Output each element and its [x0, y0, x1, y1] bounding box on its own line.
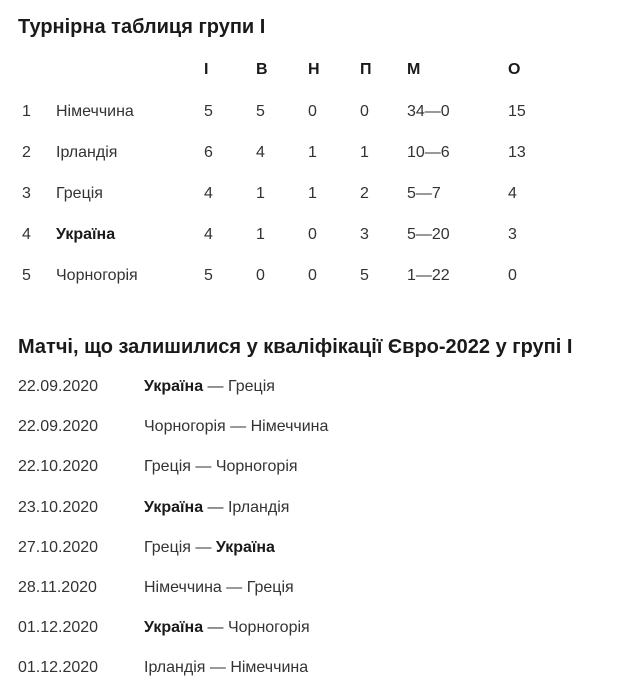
match-away-team: Ірландія — [227, 498, 290, 516]
match-date: 27.10.2020 — [18, 538, 99, 556]
match-separator: — — [205, 659, 231, 677]
row-losses: 0 — [360, 102, 369, 120]
match-date: 01.12.2020 — [18, 619, 99, 637]
match-teams — [144, 499, 289, 517]
row-played: 5 — [204, 102, 213, 120]
match-home-team: Ірландія — [144, 659, 206, 677]
row-losses: 5 — [360, 266, 369, 284]
match-teams — [144, 539, 275, 557]
standings-title: Турнірна таблиця групи I — [18, 16, 266, 38]
header-played: І — [204, 60, 209, 78]
match-away-team: Україна — [215, 538, 275, 556]
row-wins: 5 — [256, 102, 265, 120]
row-wins: 1 — [256, 184, 265, 202]
match-home-team: Чорногорія — [144, 418, 226, 436]
row-team: Греція — [56, 184, 103, 202]
row-points: 0 — [508, 266, 517, 284]
row-draws: 1 — [308, 143, 317, 161]
table-row — [0, 173, 568, 214]
row-played: 6 — [204, 143, 213, 161]
header-position — [0, 48, 56, 91]
row-team: Чорногорія — [56, 266, 138, 284]
row-team: Україна — [56, 225, 116, 243]
match-home-team: Україна — [144, 378, 204, 396]
row-played: 5 — [204, 266, 213, 284]
list-item — [0, 488, 328, 528]
match-separator: — — [190, 538, 216, 556]
match-teams — [144, 458, 298, 476]
match-home-team: Німеччина — [144, 579, 222, 597]
row-goals: 34—0 — [407, 102, 450, 120]
header-goals: М — [407, 60, 421, 78]
list-item — [0, 608, 328, 648]
match-away-team: Греція — [246, 579, 294, 597]
match-date: 22.09.2020 — [18, 418, 99, 436]
list-item — [0, 568, 328, 608]
header-draws: Н — [308, 60, 320, 78]
table-row — [0, 132, 568, 173]
match-teams — [144, 579, 294, 597]
row-points: 15 — [508, 102, 526, 120]
header-losses: П — [360, 60, 372, 78]
match-away-team: Чорногорія — [215, 458, 298, 476]
row-goals: 1—22 — [407, 266, 450, 284]
row-wins: 1 — [256, 225, 265, 243]
row-losses: 2 — [360, 184, 369, 202]
match-separator: — — [203, 619, 228, 637]
list-item — [0, 407, 328, 447]
row-position: 2 — [22, 143, 31, 161]
match-home-team: Україна — [144, 498, 204, 516]
match-away-team: Німеччина — [250, 418, 329, 436]
row-position: 5 — [22, 266, 31, 284]
row-position: 3 — [22, 184, 31, 202]
row-wins: 4 — [256, 143, 265, 161]
match-home-team: Греція — [144, 458, 191, 476]
match-away-team: Німеччина — [230, 659, 309, 677]
match-away-team: Греція — [227, 378, 275, 396]
list-item — [0, 528, 328, 568]
row-losses: 3 — [360, 225, 369, 243]
match-home-team: Україна — [144, 619, 204, 637]
row-draws: 0 — [308, 266, 317, 284]
match-date: 22.09.2020 — [18, 378, 99, 396]
match-teams — [144, 378, 275, 396]
header-points: О — [508, 60, 521, 78]
list-item — [0, 367, 328, 407]
row-team: Ірландія — [56, 143, 118, 161]
match-away-team: Чорногорія — [227, 619, 310, 637]
match-date: 23.10.2020 — [18, 498, 99, 516]
row-goals: 5—7 — [407, 184, 441, 202]
header-team — [56, 48, 204, 91]
header-wins: В — [256, 60, 268, 78]
match-teams — [144, 418, 328, 436]
match-date: 28.11.2020 — [18, 579, 97, 597]
standings-header-row — [0, 48, 568, 91]
row-draws: 1 — [308, 184, 317, 202]
row-team: Німеччина — [56, 102, 134, 120]
row-wins: 0 — [256, 266, 265, 284]
row-losses: 1 — [360, 143, 369, 161]
table-row — [0, 214, 568, 255]
matches-list — [0, 367, 328, 689]
match-separator: — — [225, 418, 251, 436]
list-item — [0, 648, 328, 688]
table-row — [0, 91, 568, 132]
row-goals: 10—6 — [407, 143, 450, 161]
match-home-team: Греція — [144, 538, 191, 556]
match-date: 01.12.2020 — [18, 659, 99, 677]
match-separator: — — [190, 458, 216, 476]
row-position: 4 — [22, 225, 31, 243]
row-position: 1 — [22, 102, 31, 120]
row-played: 4 — [204, 225, 213, 243]
row-points: 4 — [508, 184, 517, 202]
row-draws: 0 — [308, 225, 317, 243]
match-separator: — — [221, 579, 247, 597]
match-separator: — — [203, 498, 228, 516]
table-row — [0, 255, 568, 296]
standings-table — [0, 48, 568, 296]
matches-title: Матчі, що залишилися у кваліфікації Євро-2022 у групі I — [18, 336, 573, 358]
list-item — [0, 447, 328, 487]
row-points: 13 — [508, 143, 526, 161]
row-played: 4 — [204, 184, 213, 202]
match-teams — [144, 659, 308, 677]
row-goals: 5—20 — [407, 225, 450, 243]
match-date: 22.10.2020 — [18, 458, 99, 476]
match-separator: — — [203, 378, 228, 396]
match-teams — [144, 619, 310, 637]
row-points: 3 — [508, 225, 517, 243]
row-draws: 0 — [308, 102, 317, 120]
